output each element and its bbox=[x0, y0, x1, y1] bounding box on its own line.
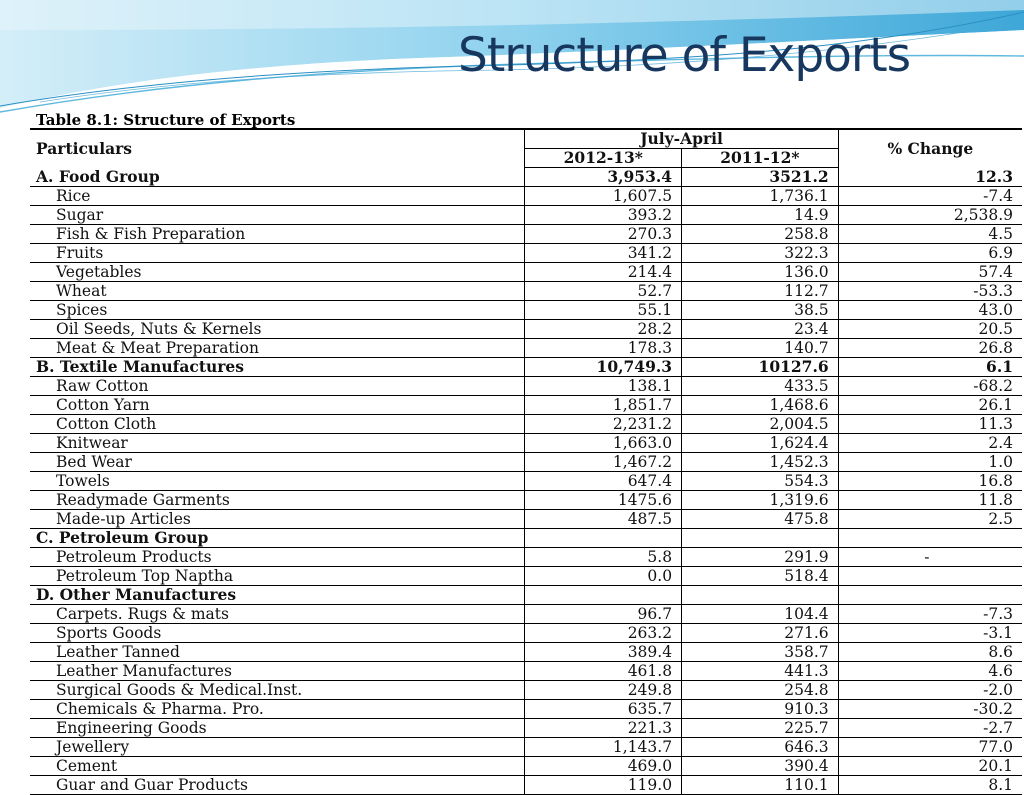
value-2011-12: 14.9 bbox=[682, 206, 839, 225]
year-2012-13-header: 2012-13* bbox=[525, 149, 682, 168]
row-label: Readymade Garments bbox=[30, 491, 525, 510]
percent-change: -68.2 bbox=[838, 377, 1022, 396]
table-row bbox=[30, 738, 1022, 757]
table-row bbox=[30, 719, 1022, 738]
row-label: Sports Goods bbox=[30, 624, 525, 643]
percent-change: - bbox=[838, 548, 1022, 567]
table-row bbox=[30, 187, 1022, 206]
table-row bbox=[30, 396, 1022, 415]
table-row bbox=[30, 510, 1022, 529]
percent-change: 20.5 bbox=[838, 320, 1022, 339]
table-body bbox=[30, 168, 1022, 795]
percent-change: 8.1 bbox=[838, 776, 1022, 795]
table-row bbox=[30, 662, 1022, 681]
percent-change: -53.3 bbox=[838, 282, 1022, 301]
percent-change: 2.5 bbox=[838, 510, 1022, 529]
row-label: Leather Tanned bbox=[30, 643, 525, 662]
row-label: Fruits bbox=[30, 244, 525, 263]
table-group-row bbox=[30, 586, 1022, 605]
table-row bbox=[30, 643, 1022, 662]
value-2012-13: 1,143.7 bbox=[525, 738, 682, 757]
table-row bbox=[30, 567, 1022, 586]
value-2011-12: 1,452.3 bbox=[682, 453, 839, 472]
table-row bbox=[30, 491, 1022, 510]
row-label: Petroleum Top Naptha bbox=[30, 567, 525, 586]
percent-change bbox=[838, 586, 1022, 605]
value-2011-12: 3521.2 bbox=[682, 168, 839, 187]
row-label: Wheat bbox=[30, 282, 525, 301]
exports-table bbox=[30, 128, 1022, 795]
value-2011-12: 1,624.4 bbox=[682, 434, 839, 453]
value-2012-13: 341.2 bbox=[525, 244, 682, 263]
percent-change: 6.1 bbox=[838, 358, 1022, 377]
percent-change: -2.0 bbox=[838, 681, 1022, 700]
value-2012-13: 178.3 bbox=[525, 339, 682, 358]
table-row bbox=[30, 415, 1022, 434]
change-header: % Change bbox=[838, 129, 1022, 168]
table-row bbox=[30, 624, 1022, 643]
table-row bbox=[30, 206, 1022, 225]
row-label: Fish & Fish Preparation bbox=[30, 225, 525, 244]
value-2012-13: 1,663.0 bbox=[525, 434, 682, 453]
value-2011-12: 1,736.1 bbox=[682, 187, 839, 206]
table-row bbox=[30, 244, 1022, 263]
percent-change: 57.4 bbox=[838, 263, 1022, 282]
value-2012-13: 389.4 bbox=[525, 643, 682, 662]
table-row bbox=[30, 681, 1022, 700]
period-header: July-April bbox=[525, 129, 838, 149]
row-label: Cotton Cloth bbox=[30, 415, 525, 434]
row-label: Carpets. Rugs & mats bbox=[30, 605, 525, 624]
row-label: C. Petroleum Group bbox=[30, 529, 525, 548]
row-label: A. Food Group bbox=[30, 168, 525, 187]
table-header-row bbox=[30, 129, 1022, 149]
table-caption: Table 8.1: Structure of Exports bbox=[36, 111, 296, 129]
percent-change: 11.8 bbox=[838, 491, 1022, 510]
value-2012-13: 55.1 bbox=[525, 301, 682, 320]
value-2012-13: 119.0 bbox=[525, 776, 682, 795]
row-label: Chemicals & Pharma. Pro. bbox=[30, 700, 525, 719]
value-2012-13: 1,851.7 bbox=[525, 396, 682, 415]
percent-change: 16.8 bbox=[838, 472, 1022, 491]
row-label: Raw Cotton bbox=[30, 377, 525, 396]
row-label: Towels bbox=[30, 472, 525, 491]
value-2011-12: 38.5 bbox=[682, 301, 839, 320]
table-row bbox=[30, 757, 1022, 776]
value-2011-12: 518.4 bbox=[682, 567, 839, 586]
percent-change: 2.4 bbox=[838, 434, 1022, 453]
value-2011-12: 140.7 bbox=[682, 339, 839, 358]
row-label: Meat & Meat Preparation bbox=[30, 339, 525, 358]
percent-change bbox=[838, 529, 1022, 548]
value-2012-13: 270.3 bbox=[525, 225, 682, 244]
percent-change: -2.7 bbox=[838, 719, 1022, 738]
percent-change: 26.1 bbox=[838, 396, 1022, 415]
percent-change: -30.2 bbox=[838, 700, 1022, 719]
percent-change: 26.8 bbox=[838, 339, 1022, 358]
table-group-row bbox=[30, 358, 1022, 377]
value-2012-13: 2,231.2 bbox=[525, 415, 682, 434]
row-label: Bed Wear bbox=[30, 453, 525, 472]
row-label: Jewellery bbox=[30, 738, 525, 757]
percent-change: 77.0 bbox=[838, 738, 1022, 757]
value-2011-12: 1,468.6 bbox=[682, 396, 839, 415]
value-2012-13: 1,467.2 bbox=[525, 453, 682, 472]
value-2012-13: 469.0 bbox=[525, 757, 682, 776]
value-2011-12: 23.4 bbox=[682, 320, 839, 339]
table-row bbox=[30, 700, 1022, 719]
value-2012-13 bbox=[525, 586, 682, 605]
value-2012-13: 647.4 bbox=[525, 472, 682, 491]
value-2011-12 bbox=[682, 529, 839, 548]
value-2011-12: 475.8 bbox=[682, 510, 839, 529]
value-2012-13: 393.2 bbox=[525, 206, 682, 225]
value-2011-12: 112.7 bbox=[682, 282, 839, 301]
table-row bbox=[30, 320, 1022, 339]
table-row bbox=[30, 605, 1022, 624]
value-2012-13: 461.8 bbox=[525, 662, 682, 681]
row-label: Oil Seeds, Nuts & Kernels bbox=[30, 320, 525, 339]
value-2012-13 bbox=[525, 529, 682, 548]
value-2012-13: 5.8 bbox=[525, 548, 682, 567]
table-row bbox=[30, 434, 1022, 453]
value-2011-12: 1,319.6 bbox=[682, 491, 839, 510]
value-2011-12: 258.8 bbox=[682, 225, 839, 244]
table-row bbox=[30, 472, 1022, 491]
row-label: Spices bbox=[30, 301, 525, 320]
value-2011-12: 254.8 bbox=[682, 681, 839, 700]
value-2012-13: 138.1 bbox=[525, 377, 682, 396]
row-label: Guar and Guar Products bbox=[30, 776, 525, 795]
percent-change: -7.4 bbox=[838, 187, 1022, 206]
percent-change: 2,538.9 bbox=[838, 206, 1022, 225]
value-2012-13: 1475.6 bbox=[525, 491, 682, 510]
value-2011-12: 646.3 bbox=[682, 738, 839, 757]
row-label: Surgical Goods & Medical.Inst. bbox=[30, 681, 525, 700]
value-2011-12: 910.3 bbox=[682, 700, 839, 719]
value-2012-13: 0.0 bbox=[525, 567, 682, 586]
row-label: Made-up Articles bbox=[30, 510, 525, 529]
percent-change: -7.3 bbox=[838, 605, 1022, 624]
percent-change bbox=[838, 567, 1022, 586]
row-label: Knitwear bbox=[30, 434, 525, 453]
value-2011-12: 554.3 bbox=[682, 472, 839, 491]
row-label: Sugar bbox=[30, 206, 525, 225]
value-2012-13: 249.8 bbox=[525, 681, 682, 700]
value-2012-13: 10,749.3 bbox=[525, 358, 682, 377]
row-label: Leather Manufactures bbox=[30, 662, 525, 681]
value-2011-12: 225.7 bbox=[682, 719, 839, 738]
table-row bbox=[30, 282, 1022, 301]
percent-change: 8.6 bbox=[838, 643, 1022, 662]
value-2012-13: 221.3 bbox=[525, 719, 682, 738]
value-2012-13: 28.2 bbox=[525, 320, 682, 339]
percent-change: 12.3 bbox=[838, 168, 1022, 187]
percent-change: -3.1 bbox=[838, 624, 1022, 643]
value-2012-13: 1,607.5 bbox=[525, 187, 682, 206]
value-2012-13: 487.5 bbox=[525, 510, 682, 529]
particulars-header: Particulars bbox=[30, 129, 525, 168]
percent-change: 11.3 bbox=[838, 415, 1022, 434]
table-group-row bbox=[30, 529, 1022, 548]
slide-title: Structure of Exports bbox=[458, 28, 911, 83]
value-2012-13: 3,953.4 bbox=[525, 168, 682, 187]
percent-change: 4.5 bbox=[838, 225, 1022, 244]
value-2011-12: 433.5 bbox=[682, 377, 839, 396]
percent-change: 20.1 bbox=[838, 757, 1022, 776]
value-2012-13: 635.7 bbox=[525, 700, 682, 719]
table-row bbox=[30, 301, 1022, 320]
value-2011-12: 441.3 bbox=[682, 662, 839, 681]
table-row bbox=[30, 453, 1022, 472]
row-label: Engineering Goods bbox=[30, 719, 525, 738]
row-label: B. Textile Manufactures bbox=[30, 358, 525, 377]
value-2011-12: 291.9 bbox=[682, 548, 839, 567]
table-row bbox=[30, 225, 1022, 244]
percent-change: 1.0 bbox=[838, 453, 1022, 472]
table-group-row bbox=[30, 168, 1022, 187]
row-label: Vegetables bbox=[30, 263, 525, 282]
value-2011-12: 2,004.5 bbox=[682, 415, 839, 434]
percent-change: 43.0 bbox=[838, 301, 1022, 320]
value-2011-12: 271.6 bbox=[682, 624, 839, 643]
table-row bbox=[30, 263, 1022, 282]
value-2012-13: 263.2 bbox=[525, 624, 682, 643]
value-2012-13: 96.7 bbox=[525, 605, 682, 624]
percent-change: 6.9 bbox=[838, 244, 1022, 263]
value-2011-12: 104.4 bbox=[682, 605, 839, 624]
percent-change: 4.6 bbox=[838, 662, 1022, 681]
value-2012-13: 52.7 bbox=[525, 282, 682, 301]
row-label: D. Other Manufactures bbox=[30, 586, 525, 605]
row-label: Cotton Yarn bbox=[30, 396, 525, 415]
value-2012-13: 214.4 bbox=[525, 263, 682, 282]
row-label: Cement bbox=[30, 757, 525, 776]
value-2011-12: 10127.6 bbox=[682, 358, 839, 377]
table-row bbox=[30, 377, 1022, 396]
year-2011-12-header: 2011-12* bbox=[682, 149, 839, 168]
value-2011-12: 136.0 bbox=[682, 263, 839, 282]
table-row bbox=[30, 776, 1022, 795]
value-2011-12: 322.3 bbox=[682, 244, 839, 263]
row-label: Petroleum Products bbox=[30, 548, 525, 567]
table-row bbox=[30, 339, 1022, 358]
value-2011-12: 358.7 bbox=[682, 643, 839, 662]
value-2011-12 bbox=[682, 586, 839, 605]
value-2011-12: 390.4 bbox=[682, 757, 839, 776]
row-label: Rice bbox=[30, 187, 525, 206]
table-row bbox=[30, 548, 1022, 567]
value-2011-12: 110.1 bbox=[682, 776, 839, 795]
